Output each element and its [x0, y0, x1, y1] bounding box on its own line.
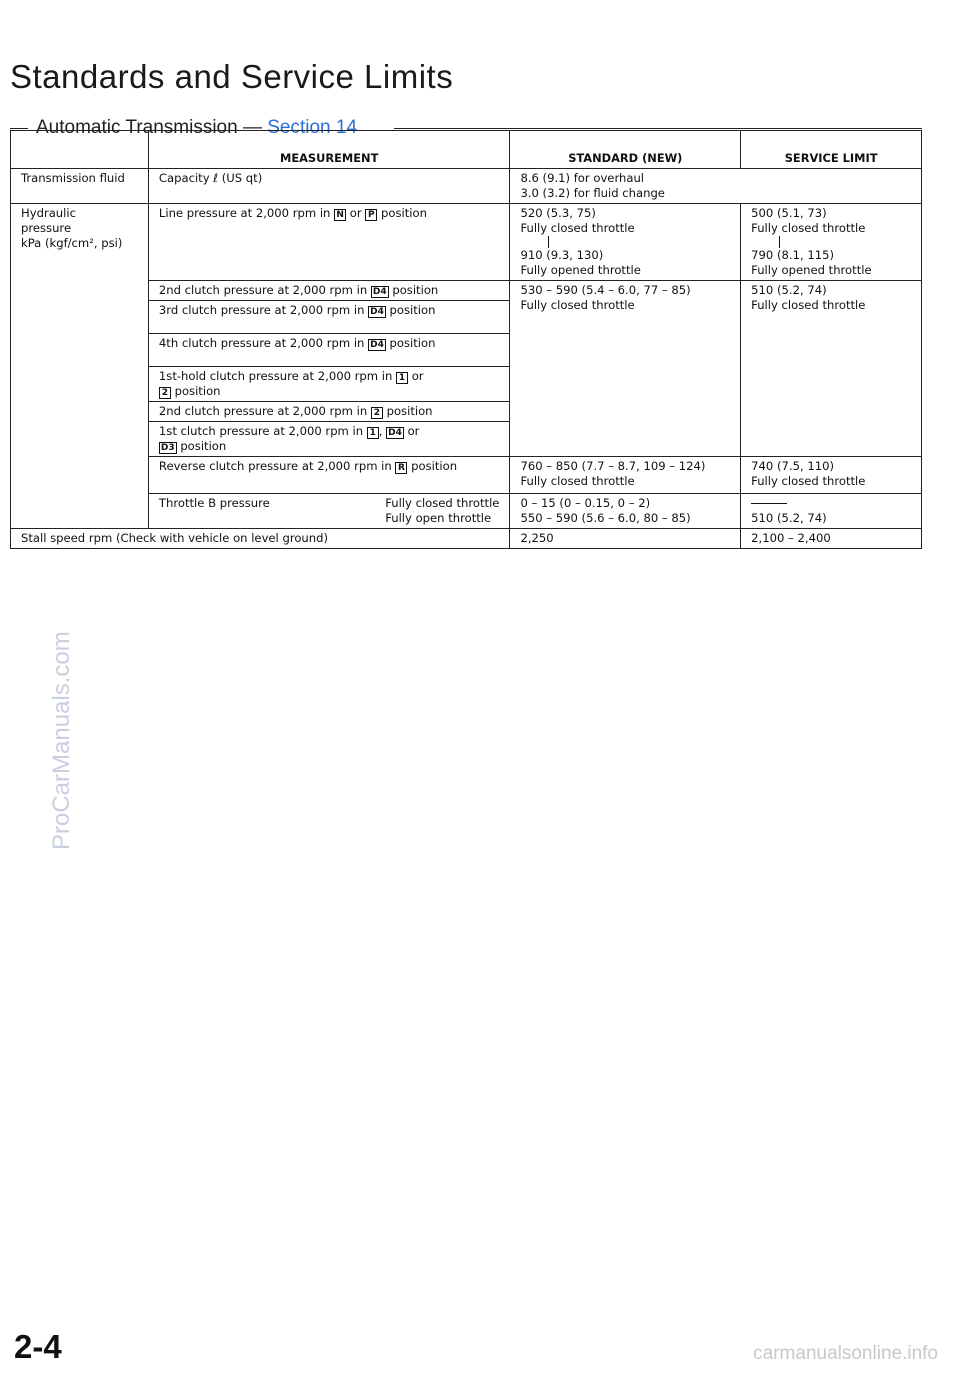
reverse-clutch-position: position: [411, 459, 458, 473]
hydraulic-label-2: pressure: [21, 221, 72, 235]
line-lim-open-label: Fully opened throttle: [751, 263, 872, 277]
line-pressure-or: or: [349, 206, 362, 220]
subheading-rule-right: [394, 128, 922, 129]
reverse-std-label: Fully closed throttle: [520, 474, 635, 488]
reverse-clutch-limit: [741, 457, 922, 494]
clutch-2nd-measurement: [148, 281, 510, 301]
clutch-4th-position: position: [389, 336, 436, 350]
clutch-3rd-position: position: [389, 303, 436, 317]
reverse-clutch-measurement: [148, 457, 510, 494]
throttle-b-limit: [741, 494, 922, 529]
gear-d3-icon: D3: [160, 443, 175, 453]
clutch-limit: [741, 281, 922, 457]
gear-r-icon: R: [395, 462, 407, 474]
clutch-2nd-text: 2nd clutch pressure at 2,000 rpm in: [158, 283, 368, 297]
reverse-std-value: 760 – 850 (7.7 – 8.7, 109 – 124): [520, 459, 706, 473]
table-row-line-pressure: [11, 204, 922, 281]
clutch-2nd-b-text: 2nd clutch pressure at 2,000 rpm in: [158, 404, 368, 418]
line-pressure-measurement: [148, 204, 510, 281]
page-number: 2-4: [14, 1328, 62, 1365]
reverse-lim-value: 740 (7.5, 110): [751, 459, 834, 473]
gear-p-icon: P: [365, 209, 377, 221]
watermark-bottom: carmanualsonline.info: [753, 1343, 938, 1364]
range-bar-icon: [779, 236, 780, 248]
table-row-stall-speed: [11, 529, 922, 549]
header-item: [11, 131, 149, 169]
fluid-standard: [510, 169, 922, 204]
throttle-b-standard: [510, 494, 741, 529]
clutch-1st-text: 1st clutch pressure at 2,000 rpm in: [158, 424, 364, 438]
fluid-label: Transmission fluid: [11, 169, 149, 204]
page-title: Standards and Service Limits: [10, 58, 454, 95]
line-pressure-limit: [741, 204, 922, 281]
line-std-closed-label: Fully closed throttle: [520, 221, 635, 235]
no-limit-dash: [751, 503, 787, 504]
clutch-1st-measurement: [148, 422, 510, 457]
clutch-standard-label: Fully closed throttle: [520, 298, 635, 312]
line-pressure-standard: [510, 204, 741, 281]
clutch-1st-comma: ,: [378, 424, 383, 438]
gear-d4-icon: D4: [370, 307, 384, 317]
line-lim-open-value: 790 (8.1, 115): [751, 248, 834, 262]
hydraulic-label-3: kPa (kgf/cm², psi): [21, 236, 123, 250]
line-std-open-label: Fully opened throttle: [520, 263, 641, 277]
section-link[interactable]: Section 14: [267, 117, 358, 138]
throttle-b-lim-closed: [751, 496, 911, 511]
throttle-b-open: Fully open throttle: [385, 511, 492, 525]
line-pressure-text: Line pressure at 2,000 rpm in: [158, 206, 331, 220]
gear-n-icon: N: [334, 209, 346, 221]
table-header-row: [11, 131, 922, 169]
spec-table: [10, 130, 922, 549]
line-lim-closed-value: 500 (5.1, 73): [751, 206, 827, 220]
clutch-2nd-b-position: position: [386, 404, 433, 418]
range-bar-icon: [548, 236, 549, 248]
throttle-b-std-open: 550 – 590 (5.6 – 6.0, 80 – 85): [520, 511, 691, 525]
table-row-fluid: [11, 169, 922, 204]
subheading-rule-left: [10, 128, 28, 129]
clutch-1st-hold-measurement: [148, 367, 510, 402]
throttle-b-lim-open: 510 (5.2, 74): [751, 511, 827, 525]
line-lim-closed-label: Fully closed throttle: [751, 221, 866, 235]
throttle-b-std-closed: 0 – 15 (0 – 0.15, 0 – 2): [520, 496, 651, 510]
clutch-1st-hold-position: position: [174, 384, 221, 398]
clutch-3rd-text: 3rd clutch pressure at 2,000 rpm in: [158, 303, 365, 317]
fluid-standard-overhaul: 8.6 (9.1) for overhaul: [520, 171, 645, 185]
clutch-limit-label: Fully closed throttle: [751, 298, 866, 312]
hydraulic-label: [11, 204, 149, 529]
reverse-clutch-text: Reverse clutch pressure at 2,000 rpm in: [158, 459, 392, 473]
gear-2-icon: 2: [159, 387, 171, 399]
clutch-4th-measurement: [148, 334, 510, 367]
throttle-b-label: Throttle B pressure: [158, 496, 270, 510]
gear-d4-icon: D4: [370, 340, 384, 350]
clutch-4th-text: 4th clutch pressure at 2,000 rpm in: [158, 336, 365, 350]
clutch-1st-or: or: [407, 424, 420, 438]
gear-1-icon: 1: [396, 372, 408, 384]
reverse-clutch-standard: [510, 457, 741, 494]
throttle-b-split: [159, 496, 500, 526]
reverse-lim-label: Fully closed throttle: [751, 474, 866, 488]
line-pressure-position: position: [381, 206, 427, 220]
header-measurement: MEASUREMENT: [148, 131, 510, 169]
clutch-1st-hold-or: or: [411, 369, 424, 383]
gear-1-icon: 1: [367, 427, 379, 439]
throttle-b-measurement: [148, 494, 510, 529]
throttle-b-conditions: [385, 496, 499, 526]
line-std-open-value: 910 (9.3, 130): [520, 248, 604, 262]
header-standard: STANDARD (NEW): [510, 131, 741, 169]
stall-speed-standard: 2,250: [510, 529, 741, 549]
line-std-closed-value: 520 (5.3, 75): [520, 206, 596, 220]
gear-2-icon: 2: [371, 407, 383, 419]
subheading-label: Automatic Transmission —: [36, 117, 262, 138]
hydraulic-label-1: Hydraulic: [21, 206, 76, 220]
stall-speed-label: Stall speed rpm (Check with vehicle on level ground): [11, 529, 510, 549]
fluid-measurement: Capacity ℓ (US qt): [148, 169, 510, 204]
gear-d4-icon: D4: [388, 428, 402, 438]
gear-d4-icon: D4: [372, 287, 387, 297]
stall-speed-limit: 2,100 – 2,400: [741, 529, 922, 549]
clutch-standard-value: 530 – 590 (5.4 – 6.0, 77 – 85): [520, 283, 691, 297]
fluid-standard-change: 3.0 (3.2) for fluid change: [520, 186, 665, 200]
clutch-2nd-position: position: [392, 283, 439, 297]
clutch-1st-position: position: [180, 439, 227, 453]
clutch-1st-hold-text: 1st-hold clutch pressure at 2,000 rpm in: [158, 369, 393, 383]
watermark-side: ProCarManuals.com: [48, 631, 75, 850]
header-service-limit: SERVICE LIMIT: [741, 131, 922, 169]
clutch-standard: [510, 281, 741, 457]
clutch-limit-value: 510 (5.2, 74): [751, 283, 827, 297]
clutch-3rd-measurement: [148, 301, 510, 334]
throttle-b-closed: Fully closed throttle: [385, 496, 500, 510]
clutch-2nd-b-measurement: [148, 402, 510, 422]
